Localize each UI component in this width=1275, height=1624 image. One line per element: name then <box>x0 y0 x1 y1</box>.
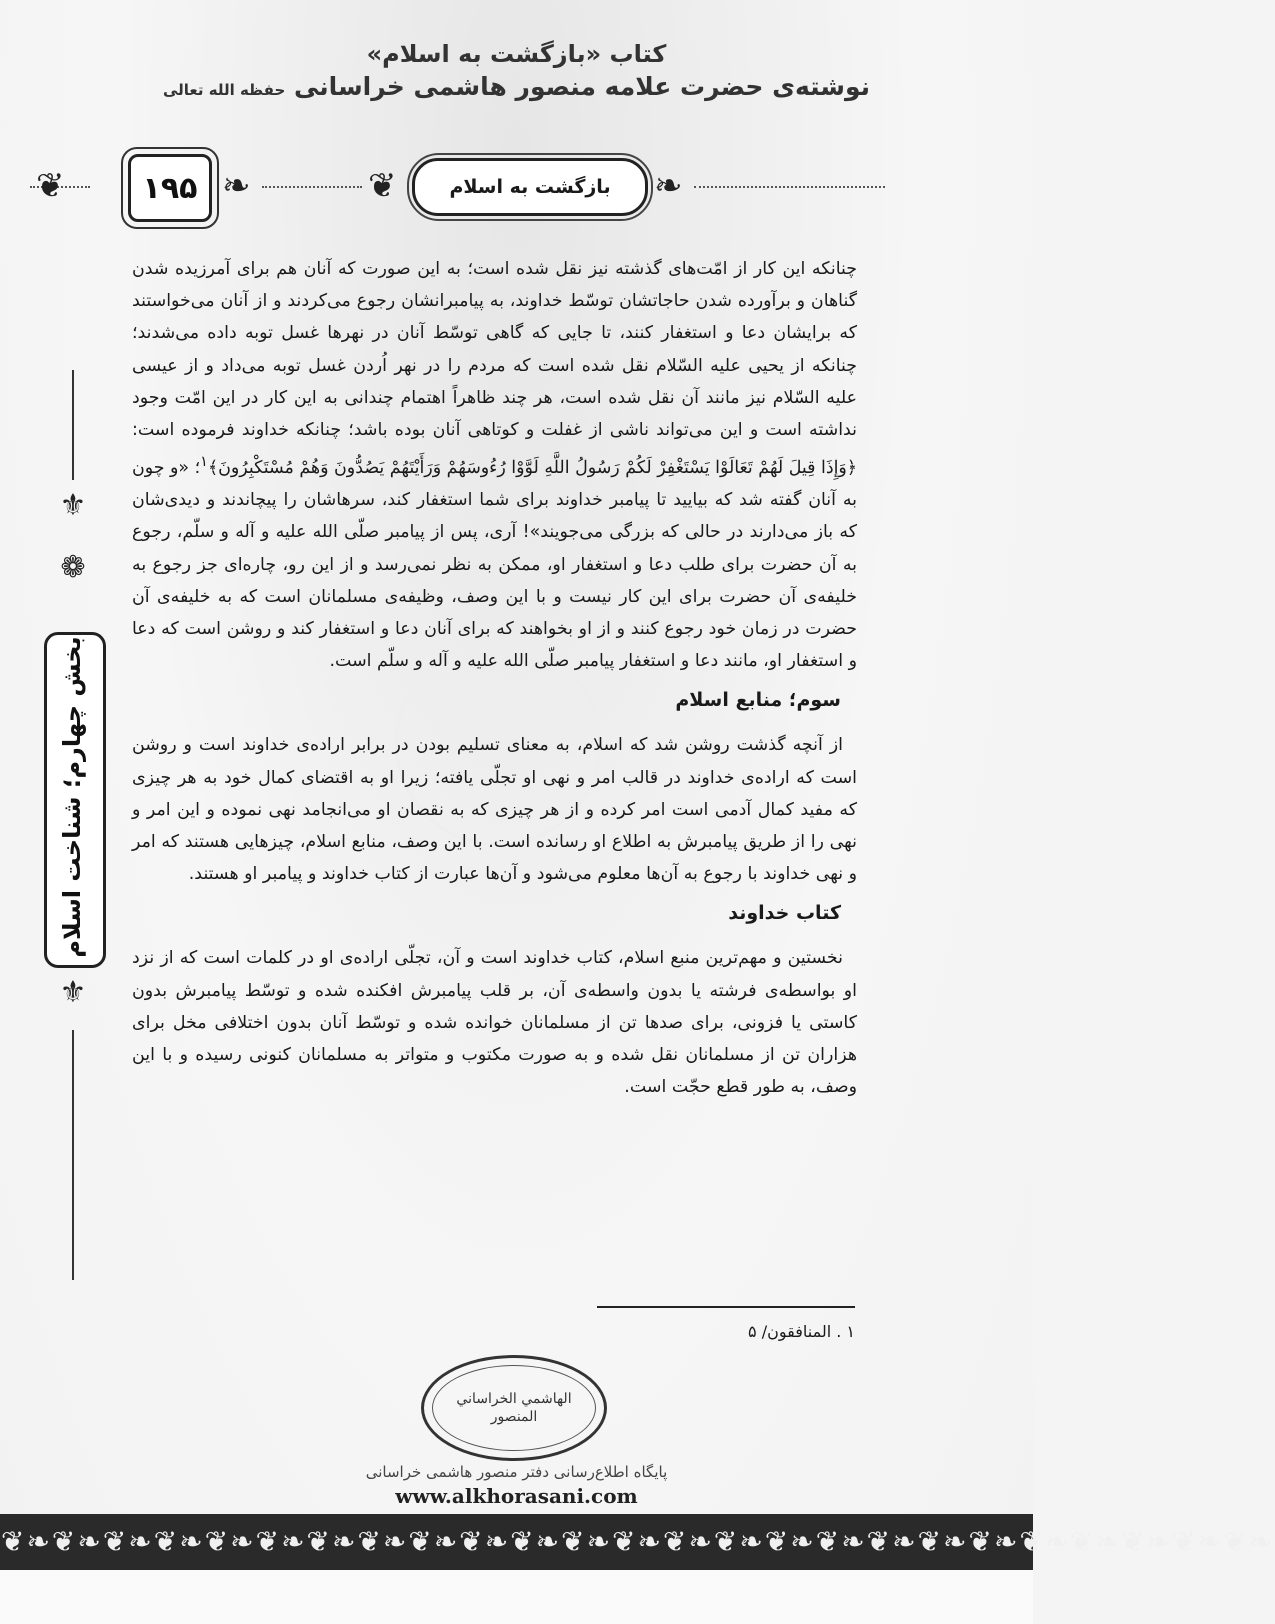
footnote-ref[interactable]: ۱ <box>200 454 208 471</box>
lotus-ornament-icon: ⚜ <box>59 975 87 1010</box>
page-header <box>0 40 1033 101</box>
chapter-label: بخش چهارم؛ شناخت اسلام <box>58 636 86 958</box>
flower-ornament-icon: ❁ <box>60 550 86 585</box>
decorative-border-band: ❦❧❦❧❦❧❦❧❦❧❦❧❦❧❦❧❦❧❦❧❦❧❦❧❦❧❦❧❦❧❦❧❦❧❦❧❦❧❦❧❦❧❦❧❦❧❦❧❦❧ <box>0 1514 1033 1570</box>
site-name-persian: پایگاه اطلاع‌رسانی دفتر منصور هاشمی خراسانی <box>365 1463 668 1481</box>
paragraph-sources: از آنچه گذشت روشن شد كه اسلام، به معنای تسليم بودن در برابر اراده‌ی خداوند است و روشن است كه اراده‌ی خداوند در قالب امر و نهی او تجلّی يافته؛ زيرا او به اقتضای كمال خود به هر چيزی كه مفيد كمال آدمی است امر كرده و از هر چيزی كه به نقصان او می‌انجامد نهی نموده و اين امر و نهی را از طريق پيامبرش به اطلاع او رسانده است. با اين وصف، منابع اسلام، چيزهايی هستند كه امر و نهی خداوند با رجوع به آن‌ها معلوم می‌شود و آن‌ها عبارت از كتاب خداوند و پيامبر او هستند. <box>132 735 857 885</box>
side-chapter-tab <box>38 370 108 1280</box>
section-title: بازگشت به اسلام <box>412 158 648 216</box>
side-rule-top <box>72 370 74 480</box>
main-text <box>132 253 857 1103</box>
footnote-divider <box>597 1306 855 1308</box>
flourish-ornament-icon: ❦ <box>368 166 397 206</box>
heading-sources-of-islam: سوم؛ منابع اسلام <box>675 689 841 712</box>
flourish-ornament-icon: ❧ <box>654 166 683 206</box>
flourish-ornament-icon: ❧ <box>222 166 251 206</box>
page-number: ۱۹۵ <box>128 154 212 222</box>
quran-quote: ﴿وَإِذَا قِيلَ لَهُمْ تَعَالَوْا يَسْتَغْفِرْ لَكُمْ رَسُولُ اللَّهِ لَوَّوْا رُءُوسَهُمْ وَرَأَيْتَهُمْ يَصُدُّونَ وَهُمْ مُسْتَكْبِرُونَ﴾ <box>207 458 857 479</box>
running-head <box>30 128 885 248</box>
side-rule-bottom <box>72 1030 74 1280</box>
divider-dotted-middle <box>262 186 362 188</box>
flourish-ornament-icon: ❦ <box>36 166 65 206</box>
bottom-margin <box>0 1570 1033 1624</box>
book-title: كتاب «بازگشت به اسلام» <box>366 40 667 68</box>
paragraph-book-of-god: نخستين و مهم‌ترين منبع اسلام، كتاب خداوند است و آن، تجلّی اراده‌ی او در كلمات است كه از نزد او بواسطه‌ی فرشته يا بدون واسطه‌ی آن، بر قلب پيامبرش افكنده شده و توسّط پيامبرش بدون كاستی يا فزونی، برای صدها تن از مسلمانان خوانده شده و توسّط آنان بدون اختلافی مخل برای هزاران تن از مسلمانان نقل شده و به صورت مكتوب و متواتر به مسلمانان كنونی رسيده و با اين وصف، به طور قطع حجّت است. <box>132 948 857 1098</box>
site-url[interactable]: www.alkhorasani.com <box>395 1484 638 1508</box>
author-line <box>0 72 1033 101</box>
divider-dotted-right <box>694 186 885 188</box>
footnote: ۱ . المنافقون/ ۵ <box>748 1322 855 1341</box>
author-honorific: حفظه الله تعالی <box>162 81 286 99</box>
heading-book-of-god: كتاب خداوند <box>728 902 841 925</box>
paragraph-intercession: چنانكه اين كار از امّت‌های گذشته نيز نقل شده است؛ به اين صورت كه آنان هم برای آمرزيده شدن گناهان و برآورده شدن حاجاتشان توسّط خداوند، به پيامبرانشان رجوع می‌كردند و از آنان می‌خواستند كه برايشان دعا و استغفار كنند، تا جايی كه گاهی توسّط آنان در نهرها غسل توبه داده می‌شدند؛ چنانكه از يحيی عليه السّلام نقل شده است كه مردم را در نهر اُردن غسل توبه می‌داد و از عيسی عليه السّلام نيز مانند آن نقل شده است، هر چند ظاهراً اهتمام چندانی به اين كار در اين امّت وجود نداشته است و اين می‌تواند ناشی از غفلت و كوتاهی آنان بوده باشد؛ چنانكه خداوند فرموده است: ﴿وَإِذَا قِيلَ لَهُمْ تَعَالَوْا يَسْتَغْفِرْ لَكُمْ رَسُولُ اللَّهِ لَوَّوْا رُءُوسَهُمْ وَرَأَيْتَهُمْ يَصُدُّونَ وَهُمْ مُسْتَكْبِرُونَ﴾$^۱$؛ «و چون به آنان گفته شد كه بياييد تا پيامبر خداوند برای شما استغفار كند، سرهاشان را پيچاندند و ديدی‌شان كه باز می‌دارند در حالی كه بزرگی می‌جويند»! آری، پس از پيامبر صلّی الله عليه و آله و سلّم، رجوع به آن حضرت برای طلب دعا و استغفار او، ممكن به نظر نمی‌رسد و از اين رو، چاره‌ای جز رجوع به خليفه‌ی آن حضرت برای اين كار نيست و با اين وصف، وظيفه‌ی مسلمانان است كه به خليفه‌ی آن حضرت در زمان خود رجوع كنند و از او بخواهند كه برای آنان دعا و استغفار كند و روشن است كه دعا و استغفار او، مانند دعا و استغفار پيامبر صلّی الله عليه و آله و سلّم است. <box>132 259 857 672</box>
lotus-ornament-icon: ⚜ <box>59 488 87 523</box>
author-name: نوشته‌ی حضرت علامه منصور هاشمی خراسانی <box>294 72 871 101</box>
seal-logo: الهاشمي الخراساني المنصور <box>421 1355 607 1461</box>
